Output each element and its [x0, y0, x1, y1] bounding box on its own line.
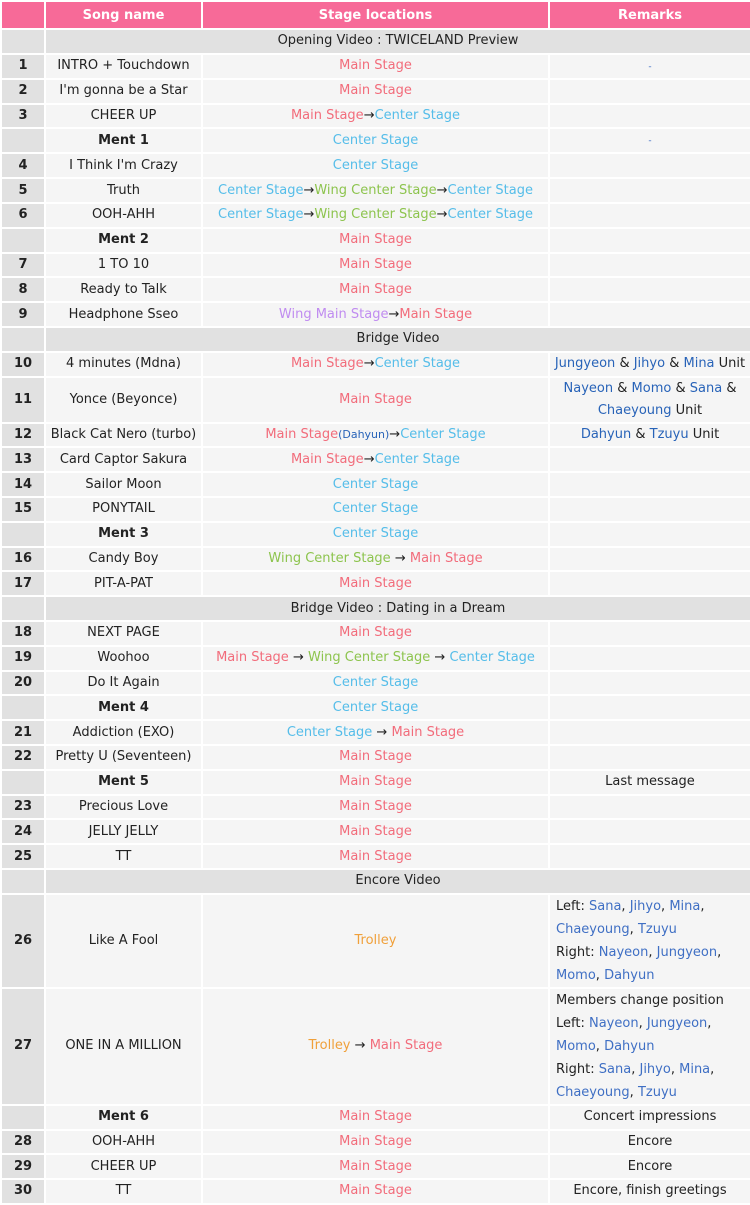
stage-location: Main Stage: [203, 845, 548, 868]
song-name: OOH-AHH: [46, 204, 201, 227]
song-number: 6: [2, 204, 44, 227]
remarks-cell: [550, 696, 750, 719]
table-row: [2, 129, 750, 152]
section-row: [2, 30, 750, 53]
song-number: 17: [2, 572, 44, 595]
section-bridge-dating: Bridge Video : Dating in a Dream: [46, 597, 750, 620]
stage-location: Main Stage→Center Stage: [203, 105, 548, 128]
stage-location: Main Stage: [203, 229, 548, 252]
table-row: [2, 796, 750, 819]
stage-location: Center Stage: [203, 129, 548, 152]
remarks-cell: [550, 129, 750, 152]
song-name: Yonce (Beyonce): [46, 378, 201, 422]
remarks-cell: [550, 278, 750, 301]
song-name: OOH-AHH: [46, 1131, 201, 1154]
song-number: 23: [2, 796, 44, 819]
song-name: ONE IN A MILLION: [46, 989, 201, 1104]
table-row: [2, 746, 750, 769]
table-row: [2, 424, 750, 447]
table-row: [2, 845, 750, 868]
stage-location: Main Stage→Center Stage: [203, 353, 548, 376]
table-row: [2, 204, 750, 227]
table-row: [2, 55, 750, 78]
song-name: 4 minutes (Mdna): [46, 353, 201, 376]
remarks-cell: Jungyeon & Jihyo & Mina Unit: [550, 353, 750, 376]
remarks-cell: [550, 179, 750, 202]
header-remarks: Remarks: [550, 2, 750, 28]
song-number: 29: [2, 1155, 44, 1178]
table-row: [2, 721, 750, 744]
song-number: 8: [2, 278, 44, 301]
song-number: 18: [2, 622, 44, 645]
remarks-cell: [550, 548, 750, 571]
table-row: [2, 1131, 750, 1154]
song-name: Ready to Talk: [46, 278, 201, 301]
song-number: 24: [2, 820, 44, 843]
song-name: CHEER UP: [46, 1155, 201, 1178]
table-row: [2, 523, 750, 546]
stage-location: Center Stage → Main Stage: [203, 721, 548, 744]
remarks-cell: [550, 448, 750, 471]
song-name: TT: [46, 1180, 201, 1203]
section-bridge-video: Bridge Video: [46, 328, 750, 351]
remarks-cell: [550, 523, 750, 546]
song-number: 12: [2, 424, 44, 447]
song-name: I'm gonna be a Star: [46, 80, 201, 103]
stage-location: Trolley → Main Stage: [203, 989, 548, 1104]
song-name: Do It Again: [46, 672, 201, 695]
table-row: [2, 378, 750, 422]
song-name: Precious Love: [46, 796, 201, 819]
remarks-cell: Concert impressions: [550, 1106, 750, 1129]
table-row: [2, 254, 750, 277]
song-name: Addiction (EXO): [46, 721, 201, 744]
song-name: JELLY JELLY: [46, 820, 201, 843]
table-row: [2, 1180, 750, 1203]
song-name: Candy Boy: [46, 548, 201, 571]
song-number: 2: [2, 80, 44, 103]
remarks-cell: [550, 303, 750, 326]
song-name: CHEER UP: [46, 105, 201, 128]
remarks-cell: [550, 154, 750, 177]
stage-location: Center Stage: [203, 498, 548, 521]
table-row: [2, 448, 750, 471]
stage-location: Main Stage: [203, 796, 548, 819]
table-row: [2, 1155, 750, 1178]
header-row: [2, 2, 750, 28]
song-name: Woohoo: [46, 647, 201, 670]
song-number: 15: [2, 498, 44, 521]
song-name: PIT-A-PAT: [46, 572, 201, 595]
remarks-cell: [550, 746, 750, 769]
remarks-cell: Encore: [550, 1155, 750, 1178]
header-stage-locations: Stage locations: [203, 2, 548, 28]
song-name: Card Captor Sakura: [46, 448, 201, 471]
section-encore-video: Encore Video: [46, 870, 750, 893]
table-row: [2, 105, 750, 128]
stage-location: Main Stage(Dahyun)→Center Stage: [203, 424, 548, 447]
song-number: 14: [2, 473, 44, 496]
song-number: 4: [2, 154, 44, 177]
song-number: 28: [2, 1131, 44, 1154]
remarks-cell: [550, 572, 750, 595]
remarks-cell: Last message: [550, 771, 750, 794]
table-row: [2, 179, 750, 202]
stage-location: Main Stage: [203, 55, 548, 78]
table-row: [2, 1106, 750, 1129]
song-name: INTRO + Touchdown: [46, 55, 201, 78]
stage-location: Trolley: [203, 895, 548, 987]
stage-location: Main Stage: [203, 572, 548, 595]
stage-location: Main Stage: [203, 80, 548, 103]
table-row: [2, 303, 750, 326]
stage-location: Main Stage: [203, 746, 548, 769]
table-row: [2, 895, 750, 987]
remarks-cell: [550, 204, 750, 227]
stage-location: Main Stage → Wing Center Stage → Center Stage: [203, 647, 548, 670]
song-name: Sailor Moon: [46, 473, 201, 496]
remark-dash: -: [648, 136, 652, 147]
table-row: [2, 771, 750, 794]
stage-location: Center Stage: [203, 672, 548, 695]
song-name: NEXT PAGE: [46, 622, 201, 645]
stage-location: Main Stage: [203, 1155, 548, 1178]
remarks-cell: [550, 473, 750, 496]
song-name: PONYTAIL: [46, 498, 201, 521]
table-row: [2, 498, 750, 521]
stage-location: Main Stage: [203, 278, 548, 301]
song-number: 11: [2, 378, 44, 422]
remarks-cell: [550, 845, 750, 868]
remarks-cell: Left: Sana, Jihyo, Mina, Chaeyoung, Tzuyu Right: Nayeon, Jungyeon, Momo, Dahyun: [550, 895, 750, 987]
stage-location: Wing Main Stage→Main Stage: [203, 303, 548, 326]
remarks-cell: [550, 721, 750, 744]
stage-location: Main Stage: [203, 378, 548, 422]
remarks-cell: Nayeon & Momo & Sana & Chaeyoung Unit: [550, 378, 750, 422]
song-name: Like A Fool: [46, 895, 201, 987]
song-name: TT: [46, 845, 201, 868]
song-name: I Think I'm Crazy: [46, 154, 201, 177]
table-row: [2, 154, 750, 177]
table-row: [2, 622, 750, 645]
song-number: 21: [2, 721, 44, 744]
table-row: [2, 278, 750, 301]
remarks-cell: [550, 622, 750, 645]
song-number: 16: [2, 548, 44, 571]
table-row: [2, 672, 750, 695]
table-row: [2, 80, 750, 103]
ment-name: Ment 5: [46, 771, 201, 794]
remarks-cell: Dahyun & Tzuyu Unit: [550, 424, 750, 447]
song-number: 5: [2, 179, 44, 202]
table-row: [2, 572, 750, 595]
song-number: 25: [2, 845, 44, 868]
song-name: Black Cat Nero (turbo): [46, 424, 201, 447]
remarks-cell: [550, 80, 750, 103]
song-number: 20: [2, 672, 44, 695]
stage-location: Center Stage: [203, 473, 548, 496]
section-row: [2, 870, 750, 893]
remarks-cell: [550, 55, 750, 78]
table-row: [2, 820, 750, 843]
song-number: 13: [2, 448, 44, 471]
song-number: 3: [2, 105, 44, 128]
stage-location: Main Stage: [203, 254, 548, 277]
remarks-cell: [550, 229, 750, 252]
remarks-cell: [550, 105, 750, 128]
song-name: Pretty U (Seventeen): [46, 746, 201, 769]
song-name: Headphone Sseo: [46, 303, 201, 326]
remarks-cell: [550, 498, 750, 521]
ment-name: Ment 2: [46, 229, 201, 252]
stage-location: Main Stage: [203, 771, 548, 794]
header-number: [2, 2, 44, 28]
stage-location: Wing Center Stage → Main Stage: [203, 548, 548, 571]
remarks-cell: [550, 796, 750, 819]
stage-location: Main Stage→Center Stage: [203, 448, 548, 471]
song-number: 27: [2, 989, 44, 1104]
table-row: [2, 473, 750, 496]
song-number: 19: [2, 647, 44, 670]
remark-dash: -: [648, 61, 652, 72]
song-number: 10: [2, 353, 44, 376]
table-row: [2, 696, 750, 719]
stage-location: Main Stage: [203, 820, 548, 843]
stage-location: Main Stage: [203, 622, 548, 645]
table-row: [2, 989, 750, 1104]
stage-location: Main Stage: [203, 1131, 548, 1154]
song-name: 1 TO 10: [46, 254, 201, 277]
table-row: [2, 353, 750, 376]
stage-location: Center Stage: [203, 154, 548, 177]
table-row: [2, 548, 750, 571]
song-number: 30: [2, 1180, 44, 1203]
song-number: 9: [2, 303, 44, 326]
song-number: 1: [2, 55, 44, 78]
ment-name: Ment 1: [46, 129, 201, 152]
ment-name: Ment 6: [46, 1106, 201, 1129]
table-row: [2, 647, 750, 670]
header-song-name: Song name: [46, 2, 201, 28]
remarks-cell: Encore: [550, 1131, 750, 1154]
ment-name: Ment 4: [46, 696, 201, 719]
remarks-cell: [550, 672, 750, 695]
section-row: [2, 597, 750, 620]
section-opening: Opening Video : TWICELAND Preview: [46, 30, 750, 53]
stage-location: Main Stage: [203, 1180, 548, 1203]
section-row: [2, 328, 750, 351]
remarks-cell: Members change position Left: Nayeon, Jungyeon, Momo, Dahyun Right: Sana, Jihyo, Mina, Chaeyoung, Tzuyu: [550, 989, 750, 1104]
song-number: 22: [2, 746, 44, 769]
song-number: 26: [2, 895, 44, 987]
remarks-cell: [550, 254, 750, 277]
stage-location: Center Stage→Wing Center Stage→Center Stage: [203, 179, 548, 202]
table-row: [2, 229, 750, 252]
remarks-cell: [550, 820, 750, 843]
remarks-cell: Encore, finish greetings: [550, 1180, 750, 1203]
stage-location: Main Stage: [203, 1106, 548, 1129]
stage-location: Center Stage: [203, 523, 548, 546]
song-name: Truth: [46, 179, 201, 202]
ment-name: Ment 3: [46, 523, 201, 546]
stage-location: Center Stage→Wing Center Stage→Center Stage: [203, 204, 548, 227]
stage-location: Center Stage: [203, 696, 548, 719]
remarks-cell: [550, 647, 750, 670]
song-number: 7: [2, 254, 44, 277]
